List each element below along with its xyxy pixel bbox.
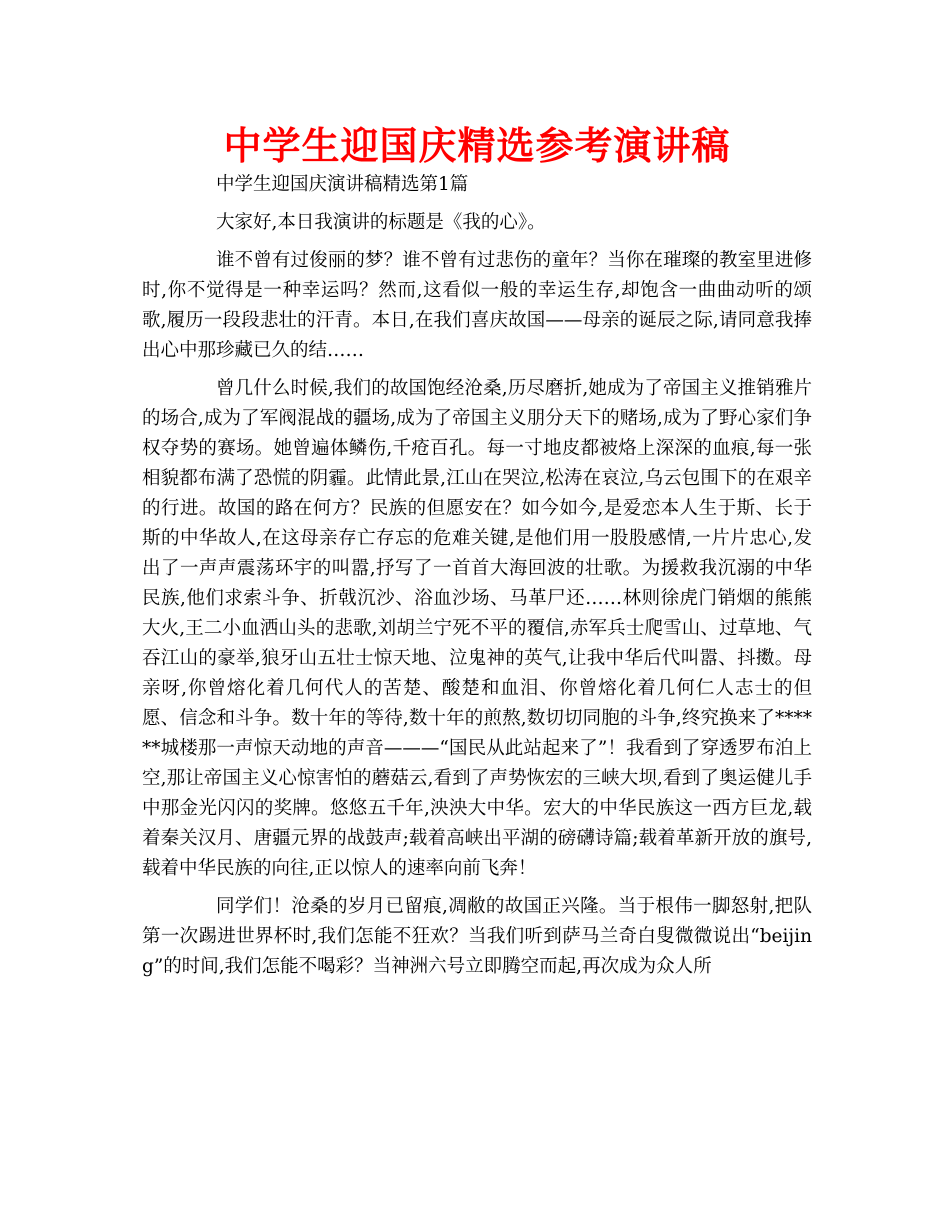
paragraph-1: 谁不曾有过俊丽的梦？谁不曾有过悲伤的童年？当你在璀璨的教室里进修时,你不觉得是一种幸运吗？然而,这看似一般的幸运生存,却饱含一曲曲动听的颂歌,履历一段段悲壮的汗青。本日,在我们喜庆故国——母亲的诞辰之际,请同意我捧出心中那珍藏已久的结…… xyxy=(142,250,812,361)
paragraph-3: 同学们！沧桑的岁月已留痕,凋敝的故国正兴隆。当于根伟一脚怒射,把队第一次踢进世界杯时,我们怎能不狂欢？当我们听到萨马兰奇白叟微微说出“beijing”的时间,我们怎能不喝彩？当神洲六号立即腾空而起,再次成为众人所 xyxy=(142,896,812,977)
document-subtitle: 中学生迎国庆演讲稿精选第1篇 xyxy=(216,174,469,195)
paragraph-2: 曾几什么时候,我们的故国饱经沧桑,历尽磨折,她成为了帝国主义推销雅片的场合,成为了军阀混战的疆场,成为了帝国主义朋分天下的赌场,成为了野心家们争权夺势的赛场。她曾遍体鳞伤,千疮百孔。每一寸地皮都被烙上深深的血痕,每一张相貌都布满了恐慌的阴霾。此情此景,江山在哭泣,松涛在哀泣,乌云包围下的在艰辛的行进。故国的路在何方？民族的但愿安在？如今如今,是爱恋本人生于斯、长于斯的中华故人,在这母亲存亡存忘的危难关键,是他们用一股股感情,一片片忠心,发出了一声声震荡环宇的叫嚣,抒写了一首首大海回波的壮歌。为援救我沉溺的中华民族,他们求索斗争、折戟沉沙、浴血沙场、马革尸还……林则徐虎门销烟的熊熊大火,王二小血洒山头的悲歌,刘胡兰宁死不平的覆信,赤军兵士爬雪山、过草地、气吞江山的豪举,狼牙山五壮士惊天地、泣鬼神的英气,让我中华后代叫嚣、抖擞。母亲呀,你曾熔化着几何代人的苦楚、酸楚和血泪、你曾熔化着几何仁人志士的但愿、信念和斗争。数十年的等待,数十年的煎熬,数切切同胞的斗争,终究换来了******城楼那一声惊天动地的声音———“国民从此站起来了”！我看到了穿透罗布泊上空,那让帝国主义心惊害怕的蘑菇云,看到了声势恢宏的三峡大坝,看到了奥运健儿手中那金光闪闪的奖牌。悠悠五千年,泱泱大中华。宏大的中华民族这一西方巨龙,载着秦关汉月、唐疆元界的战鼓声;载着高峡出平湖的磅礴诗篇;载着革新开放的旗号,载着中华民族的向往,正以惊人的速率向前飞奔！ xyxy=(142,378,812,879)
greeting-line: 大家好,本日我演讲的标题是《我的心》。 xyxy=(216,212,546,233)
document-title: 中学生迎国庆精选参考演讲稿 xyxy=(223,124,731,168)
document-page xyxy=(142,122,812,982)
